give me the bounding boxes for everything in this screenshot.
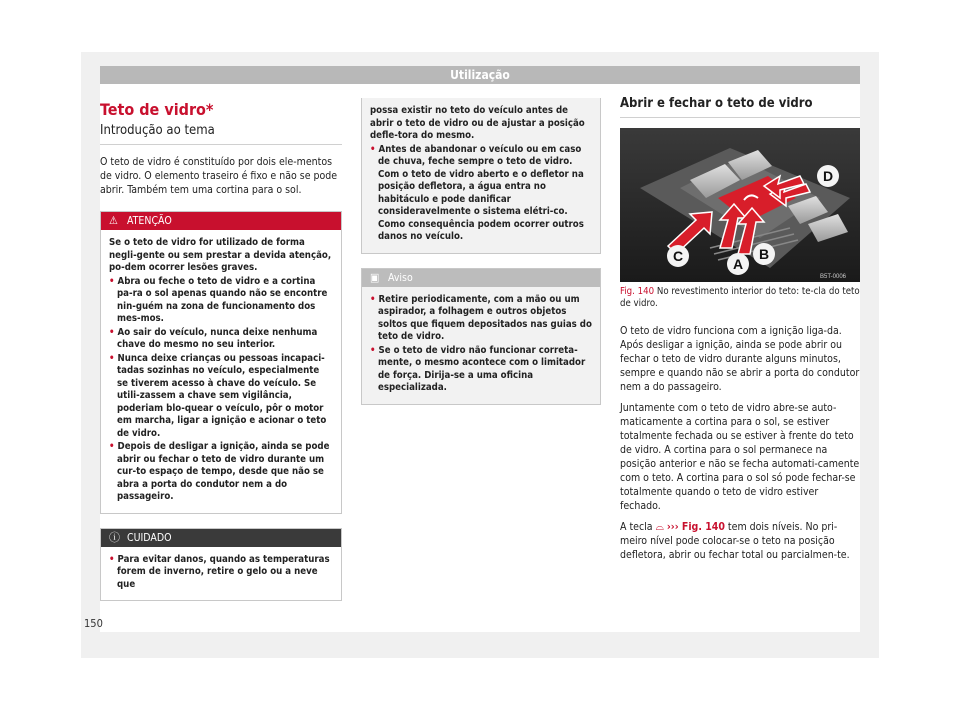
caution-continuation: possa existir no teto do veículo antes de abrir o teto de vidro ou de ajustar a posição defle-tora do mesmo. xyxy=(370,105,585,141)
notice-header xyxy=(362,269,600,287)
section-title: Teto de vidro* xyxy=(100,100,214,119)
figure-caption xyxy=(620,286,860,310)
figure-code: B5T-0006 xyxy=(820,274,847,280)
notice-body xyxy=(362,287,600,404)
running-header: Utilização xyxy=(100,66,860,84)
key-icon: ⌓ xyxy=(655,521,664,533)
caution-box xyxy=(100,528,342,602)
intro-paragraph: O teto de vidro é constituído por dois ele-mentos de vidro. O elemento traseiro é fixo e não se pode abrir. Também tem uma cortina para o sol. xyxy=(100,156,338,196)
warning-intro: Se o teto de vidro for utilizado de forma negli-gente ou sem prestar a devida atenção, po-dem ocorrer lesões graves. xyxy=(109,237,332,273)
notice-label: Aviso xyxy=(388,271,413,284)
column-left xyxy=(100,96,342,615)
body-paragraph: Juntamente com o teto de vidro abre-se auto-maticamente a cortina para o sol, se estiver totalmente fechada ou se estiver à frente do teto de vidro. A cortina para o sol permanece na posição anterior e não se fecha automati-camente com o teto. A cortina para o sol só pode fechar-se totalmente quando o teto de vidro estiver fechado. xyxy=(620,402,860,512)
figure-caption-text: No revestimento interior do teto: te-cla do teto de vidro. xyxy=(620,286,860,309)
warning-bullet: • Abra ou feche o teto de vidro e a cortina pa-ra o sol apenas quando não se encontre nin-guém na zona de funcionamento dos mes-mos. xyxy=(109,275,328,324)
warning-label: ATENÇÃO xyxy=(127,215,172,227)
notice-icon: ▣ xyxy=(370,270,380,284)
caution-bullet: • Para evitar danos, quando as temperaturas forem de inverno, retire o gelo ou a neve que xyxy=(109,553,330,590)
caution-continuation-body xyxy=(362,98,600,253)
warning-body xyxy=(101,230,341,513)
body-paragraph: O teto de vidro funciona com a ignição liga-da. Após desligar a ignição, ainda se pode abrir ou fechar o teto de vidro durante alguns minutos, sempre e quando não se abrir a porta do condutor nem a do passageiro. xyxy=(620,325,860,393)
column-middle xyxy=(361,98,601,419)
figure-label: D xyxy=(823,168,834,184)
warning-header xyxy=(101,212,341,230)
body-paragraph-last: A tecla ⌓ ››› Fig. 140 tem dois níveis. No pri-meiro nível pode colocar-se o teto na posição defletora, abrir ou fechar total ou parcialmen-te. xyxy=(620,521,850,561)
notice-box xyxy=(361,268,601,405)
warning-triangle-icon: ⚠ xyxy=(109,214,118,227)
caution-label: CUIDADO xyxy=(127,531,172,544)
caution-header xyxy=(101,529,341,547)
caution-continuation-box xyxy=(361,98,601,254)
warning-bullet: • Depois de desligar a ignição, ainda se pode abrir ou fechar o teto de vidro durante um cur-to espaço de tempo, desde que não se abra a porta do condutor nem a do passageiro. xyxy=(109,441,330,502)
notice-bullet: • Se o teto de vidro não funcionar correta-mente, o mesmo acontece com o limitador de força. Dirija-se a uma oficina especializada. xyxy=(370,344,586,393)
subsection-title: Introdução ao tema xyxy=(100,123,342,145)
column-right xyxy=(620,96,860,569)
caution-bullet: • Antes de abandonar o veículo ou em caso de chuva, feche sempre o teto de vidro. Com o teto de vidro aberto e o defletor na posição defletora, a água entra no habitáculo e pode danificar consideravelmente o sistema elétri-co. Como consequência podem ocorrer outros danos no veículo. xyxy=(370,143,584,242)
figure-label: C xyxy=(673,248,684,264)
warning-bullet: • Nunca deixe crianças ou pessoas incapaci-tadas sozinhas no veículo, especialmente se tiverem acesso à chave do veículo. Se utili-zassem a chave sem vigilância, poderiam blo-quear o veículo, pôr o motor em marcha, ligar a ignição e acionar o teto de vidro. xyxy=(109,352,327,439)
figure-cross-ref[interactable]: ››› Fig. 140 xyxy=(666,521,725,533)
warning-box xyxy=(100,211,342,514)
figure-illustration xyxy=(620,128,860,282)
right-section-title: Abrir e fechar o teto de vidro xyxy=(620,96,860,118)
figure-label: A xyxy=(733,256,744,272)
caution-body xyxy=(101,547,341,601)
info-circle-icon: ⓘ xyxy=(109,530,120,544)
figure-caption-ref: Fig. 140 xyxy=(620,286,655,297)
page-number: 150 xyxy=(84,617,103,630)
figure-sunroof-button xyxy=(620,128,860,282)
notice-bullet: • Retire periodicamente, com a mão ou um aspirador, a folhagem e outros objetos soltos que fiquem depositados nas guias do teto de vidro. xyxy=(370,293,592,342)
figure-label: B xyxy=(759,246,770,262)
warning-bullet: • Ao sair do veículo, nunca deixe nenhuma chave do mesmo no seu interior. xyxy=(109,326,318,350)
